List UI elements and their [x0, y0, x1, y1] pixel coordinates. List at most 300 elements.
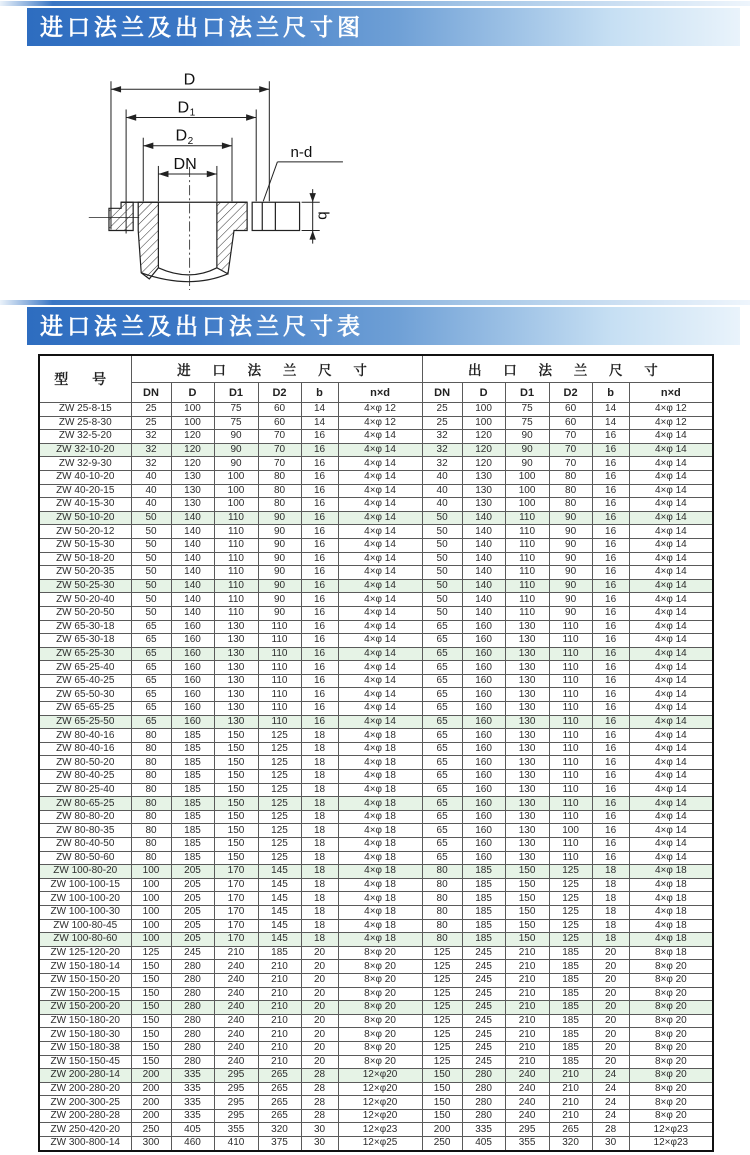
value-cell: 4×φ 18: [338, 838, 422, 852]
value-cell: 240: [505, 1069, 549, 1083]
table-section-banner: 进口法兰及出口法兰尺寸表: [27, 307, 740, 345]
value-cell: 18: [301, 851, 338, 865]
value-cell: 16: [592, 566, 629, 580]
value-cell: 185: [549, 1041, 592, 1055]
value-cell: 110: [214, 579, 258, 593]
value-cell: 150: [214, 729, 258, 743]
value-cell: 110: [549, 674, 592, 688]
value-cell: 16: [301, 566, 338, 580]
value-cell: 295: [214, 1069, 258, 1083]
value-cell: 110: [505, 525, 549, 539]
value-cell: 150: [214, 810, 258, 824]
value-cell: 4×φ 18: [629, 933, 713, 947]
value-cell: 245: [171, 946, 214, 960]
value-cell: 4×φ 18: [629, 892, 713, 906]
value-cell: 50: [422, 606, 462, 620]
value-cell: 160: [462, 838, 505, 852]
value-cell: 12×φ20: [338, 1069, 422, 1083]
value-cell: 28: [301, 1082, 338, 1096]
value-cell: 140: [171, 566, 214, 580]
value-cell: 185: [549, 1028, 592, 1042]
value-cell: 4×φ 18: [338, 742, 422, 756]
value-cell: 110: [549, 702, 592, 716]
flange-diagram: [0, 46, 750, 299]
value-cell: 16: [592, 770, 629, 784]
value-cell: 8×φ 20: [629, 1096, 713, 1110]
value-cell: 210: [258, 960, 301, 974]
value-cell: 20: [301, 973, 338, 987]
value-cell: 410: [214, 1137, 258, 1151]
value-cell: 4×φ 14: [338, 484, 422, 498]
value-cell: 18: [592, 865, 629, 879]
value-cell: 150: [422, 1069, 462, 1083]
value-cell: 90: [549, 511, 592, 525]
value-cell: 16: [592, 688, 629, 702]
value-cell: 16: [301, 552, 338, 566]
value-cell: 4×φ 14: [629, 525, 713, 539]
value-cell: 18: [592, 919, 629, 933]
value-cell: 125: [422, 1055, 462, 1069]
value-cell: 150: [214, 851, 258, 865]
value-cell: 130: [505, 783, 549, 797]
value-cell: 130: [171, 470, 214, 484]
value-cell: 140: [462, 552, 505, 566]
value-cell: 4×φ 18: [629, 878, 713, 892]
dim-label-D2-sub: 2: [187, 135, 194, 147]
value-cell: 30: [301, 1123, 338, 1137]
value-cell: 160: [171, 620, 214, 634]
value-cell: 65: [131, 634, 171, 648]
value-cell: 50: [131, 566, 171, 580]
value-cell: 4×φ 14: [629, 647, 713, 661]
table-row: [39, 1041, 713, 1055]
value-cell: 4×φ 18: [338, 892, 422, 906]
value-cell: 65: [422, 702, 462, 716]
value-cell: 16: [592, 674, 629, 688]
value-cell: 110: [549, 715, 592, 729]
value-cell: 4×φ 14: [629, 729, 713, 743]
model-cell: ZW 65-25-50: [39, 715, 131, 729]
value-cell: 110: [505, 566, 549, 580]
value-cell: 28: [301, 1109, 338, 1123]
value-cell: 110: [549, 838, 592, 852]
value-cell: 8×φ 20: [338, 1001, 422, 1015]
value-cell: 4×φ 12: [338, 403, 422, 417]
model-cell: ZW 32-10-20: [39, 443, 131, 457]
value-cell: 335: [171, 1096, 214, 1110]
value-cell: 18: [301, 919, 338, 933]
value-cell: 240: [214, 987, 258, 1001]
value-cell: 4×φ 14: [629, 783, 713, 797]
value-cell: 20: [301, 946, 338, 960]
value-cell: 460: [171, 1137, 214, 1151]
value-cell: 150: [214, 770, 258, 784]
export-flange-group-header: 出 口 法 兰 尺 寸: [422, 355, 713, 383]
table-row: [39, 1109, 713, 1123]
value-cell: 210: [505, 987, 549, 1001]
model-cell: ZW 65-50-30: [39, 688, 131, 702]
model-cell: ZW 50-15-30: [39, 538, 131, 552]
value-cell: 130: [505, 797, 549, 811]
value-cell: 245: [462, 1055, 505, 1069]
table-row: [39, 960, 713, 974]
value-cell: 20: [301, 1028, 338, 1042]
value-cell: 130: [171, 484, 214, 498]
col-header-d: D: [462, 383, 505, 403]
value-cell: 70: [258, 430, 301, 444]
value-cell: 265: [258, 1069, 301, 1083]
value-cell: 12×φ25: [338, 1137, 422, 1151]
value-cell: 16: [592, 715, 629, 729]
value-cell: 4×φ 14: [338, 715, 422, 729]
value-cell: 100: [505, 470, 549, 484]
flange-dimension-table: [38, 354, 714, 1152]
value-cell: 185: [549, 1001, 592, 1015]
value-cell: 130: [505, 688, 549, 702]
value-cell: 280: [462, 1096, 505, 1110]
value-cell: 130: [214, 620, 258, 634]
value-cell: 4×φ 14: [338, 606, 422, 620]
col-header-b: b: [301, 383, 338, 403]
value-cell: 140: [171, 538, 214, 552]
value-cell: 20: [301, 1014, 338, 1028]
table-row: [39, 511, 713, 525]
table-row: [39, 566, 713, 580]
table-row: [39, 715, 713, 729]
value-cell: 335: [171, 1109, 214, 1123]
value-cell: 65: [422, 674, 462, 688]
value-cell: 170: [214, 892, 258, 906]
value-cell: 185: [549, 1055, 592, 1069]
value-cell: 4×φ 14: [629, 457, 713, 471]
value-cell: 110: [258, 634, 301, 648]
value-cell: 100: [462, 403, 505, 417]
value-cell: 8×φ 20: [629, 973, 713, 987]
table-row: [39, 470, 713, 484]
value-cell: 110: [549, 634, 592, 648]
table-row: [39, 933, 713, 947]
table-row: [39, 484, 713, 498]
value-cell: 60: [549, 416, 592, 430]
value-cell: 110: [549, 647, 592, 661]
value-cell: 280: [462, 1069, 505, 1083]
value-cell: 130: [171, 498, 214, 512]
value-cell: 150: [131, 973, 171, 987]
table-row: [39, 783, 713, 797]
value-cell: 80: [422, 905, 462, 919]
value-cell: 80: [422, 878, 462, 892]
value-cell: 28: [301, 1096, 338, 1110]
value-cell: 4×φ 14: [338, 430, 422, 444]
model-cell: ZW 125-120-20: [39, 946, 131, 960]
value-cell: 130: [214, 661, 258, 675]
value-cell: 210: [258, 973, 301, 987]
value-cell: 140: [462, 511, 505, 525]
value-cell: 16: [592, 484, 629, 498]
value-cell: 80: [422, 892, 462, 906]
value-cell: 65: [422, 851, 462, 865]
value-cell: 200: [131, 1069, 171, 1083]
value-cell: 16: [592, 797, 629, 811]
value-cell: 160: [462, 661, 505, 675]
value-cell: 65: [422, 810, 462, 824]
value-cell: 65: [131, 620, 171, 634]
value-cell: 210: [505, 946, 549, 960]
value-cell: 185: [462, 905, 505, 919]
value-cell: 16: [301, 430, 338, 444]
value-cell: 130: [505, 661, 549, 675]
value-cell: 160: [462, 688, 505, 702]
value-cell: 185: [549, 960, 592, 974]
value-cell: 18: [592, 905, 629, 919]
value-cell: 16: [301, 538, 338, 552]
value-cell: 4×φ 14: [338, 620, 422, 634]
value-cell: 185: [171, 824, 214, 838]
table-row: [39, 810, 713, 824]
model-cell: ZW 200-280-20: [39, 1082, 131, 1096]
model-cell: ZW 50-20-50: [39, 606, 131, 620]
value-cell: 20: [301, 1001, 338, 1015]
table-row: [39, 1096, 713, 1110]
value-cell: 185: [549, 987, 592, 1001]
value-cell: 90: [549, 525, 592, 539]
value-cell: 16: [301, 511, 338, 525]
model-cell: ZW 80-80-20: [39, 810, 131, 824]
model-cell: ZW 250-420-20: [39, 1123, 131, 1137]
value-cell: 335: [171, 1082, 214, 1096]
value-cell: 150: [214, 824, 258, 838]
value-cell: 110: [505, 593, 549, 607]
table-row: [39, 742, 713, 756]
model-cell: ZW 80-40-16: [39, 729, 131, 743]
value-cell: 30: [301, 1137, 338, 1151]
value-cell: 16: [592, 606, 629, 620]
value-cell: 130: [505, 729, 549, 743]
value-cell: 170: [214, 919, 258, 933]
value-cell: 4×φ 14: [338, 552, 422, 566]
table-row: [39, 905, 713, 919]
value-cell: 18: [301, 838, 338, 852]
value-cell: 125: [258, 783, 301, 797]
value-cell: 110: [549, 661, 592, 675]
value-cell: 18: [301, 878, 338, 892]
table-row: [39, 1082, 713, 1096]
value-cell: 4×φ 14: [629, 606, 713, 620]
value-cell: 65: [422, 838, 462, 852]
value-cell: 4×φ 14: [338, 674, 422, 688]
value-cell: 4×φ 14: [338, 634, 422, 648]
value-cell: 280: [171, 960, 214, 974]
import-flange-group-header: 进 口 法 兰 尺 寸: [131, 355, 422, 383]
value-cell: 16: [592, 647, 629, 661]
value-cell: 150: [422, 1082, 462, 1096]
value-cell: 16: [301, 443, 338, 457]
value-cell: 4×φ 18: [338, 933, 422, 947]
value-cell: 125: [422, 1014, 462, 1028]
value-cell: 335: [462, 1123, 505, 1137]
value-cell: 110: [549, 851, 592, 865]
value-cell: 14: [592, 403, 629, 417]
value-cell: 80: [258, 470, 301, 484]
model-cell: ZW 150-180-38: [39, 1041, 131, 1055]
table-row: [39, 620, 713, 634]
value-cell: 130: [214, 702, 258, 716]
model-cell: ZW 150-180-20: [39, 1014, 131, 1028]
value-cell: 16: [592, 702, 629, 716]
value-cell: 245: [462, 1014, 505, 1028]
value-cell: 130: [505, 674, 549, 688]
value-cell: 100: [214, 470, 258, 484]
value-cell: 130: [505, 742, 549, 756]
value-cell: 24: [592, 1096, 629, 1110]
value-cell: 4×φ 18: [629, 905, 713, 919]
value-cell: 4×φ 14: [629, 443, 713, 457]
model-cell: ZW 100-80-20: [39, 865, 131, 879]
value-cell: 8×φ 20: [629, 1055, 713, 1069]
value-cell: 140: [462, 579, 505, 593]
value-cell: 185: [462, 919, 505, 933]
value-cell: 18: [301, 797, 338, 811]
value-cell: 4×φ 14: [629, 851, 713, 865]
value-cell: 16: [301, 606, 338, 620]
value-cell: 20: [592, 1028, 629, 1042]
value-cell: 100: [131, 905, 171, 919]
value-cell: 4×φ 12: [338, 416, 422, 430]
value-cell: 140: [171, 593, 214, 607]
value-cell: 65: [422, 715, 462, 729]
table-row: [39, 457, 713, 471]
value-cell: 150: [131, 1014, 171, 1028]
value-cell: 140: [171, 606, 214, 620]
value-cell: 75: [214, 403, 258, 417]
value-cell: 65: [422, 742, 462, 756]
model-cell: ZW 300-800-14: [39, 1137, 131, 1151]
value-cell: 160: [462, 674, 505, 688]
value-cell: 150: [131, 1028, 171, 1042]
value-cell: 20: [592, 946, 629, 960]
value-cell: 16: [301, 593, 338, 607]
value-cell: 4×φ 14: [629, 552, 713, 566]
value-cell: 205: [171, 892, 214, 906]
value-cell: 16: [301, 457, 338, 471]
value-cell: 50: [131, 552, 171, 566]
table-row: [39, 606, 713, 620]
value-cell: 245: [462, 987, 505, 1001]
value-cell: 14: [301, 416, 338, 430]
value-cell: 40: [131, 470, 171, 484]
value-cell: 25: [422, 403, 462, 417]
value-cell: 25: [131, 403, 171, 417]
value-cell: 4×φ 14: [629, 566, 713, 580]
value-cell: 240: [214, 960, 258, 974]
col-header-d2: D2: [549, 383, 592, 403]
value-cell: 100: [505, 484, 549, 498]
value-cell: 150: [131, 1055, 171, 1069]
model-cell: ZW 200-300-25: [39, 1096, 131, 1110]
value-cell: 160: [462, 783, 505, 797]
value-cell: 4×φ 14: [629, 511, 713, 525]
value-cell: 265: [258, 1082, 301, 1096]
value-cell: 110: [258, 647, 301, 661]
value-cell: 185: [171, 756, 214, 770]
value-cell: 295: [214, 1096, 258, 1110]
value-cell: 150: [505, 892, 549, 906]
value-cell: 70: [549, 430, 592, 444]
value-cell: 140: [462, 538, 505, 552]
value-cell: 170: [214, 933, 258, 947]
value-cell: 185: [462, 865, 505, 879]
value-cell: 140: [462, 606, 505, 620]
value-cell: 125: [422, 1041, 462, 1055]
value-cell: 32: [422, 457, 462, 471]
value-cell: 150: [505, 865, 549, 879]
value-cell: 4×φ 14: [338, 566, 422, 580]
value-cell: 280: [171, 1041, 214, 1055]
value-cell: 4×φ 12: [629, 416, 713, 430]
value-cell: 8×φ 20: [338, 1041, 422, 1055]
value-cell: 16: [301, 579, 338, 593]
value-cell: 185: [171, 783, 214, 797]
value-cell: 20: [592, 1055, 629, 1069]
value-cell: 90: [549, 579, 592, 593]
model-cell: ZW 80-40-25: [39, 770, 131, 784]
value-cell: 120: [462, 457, 505, 471]
model-cell: ZW 32-9-30: [39, 457, 131, 471]
value-cell: 4×φ 14: [338, 498, 422, 512]
model-cell: ZW 40-15-30: [39, 498, 131, 512]
value-cell: 110: [549, 797, 592, 811]
value-cell: 18: [592, 878, 629, 892]
value-cell: 80: [131, 851, 171, 865]
value-cell: 65: [131, 661, 171, 675]
value-cell: 145: [258, 878, 301, 892]
value-cell: 125: [422, 960, 462, 974]
col-header-nxd: n×d: [629, 383, 713, 403]
value-cell: 8×φ 20: [338, 1028, 422, 1042]
value-cell: 160: [462, 797, 505, 811]
value-cell: 110: [214, 525, 258, 539]
model-cell: ZW 65-30-18: [39, 620, 131, 634]
value-cell: 205: [171, 878, 214, 892]
model-cell: ZW 80-40-50: [39, 838, 131, 852]
value-cell: 50: [422, 579, 462, 593]
value-cell: 240: [214, 1055, 258, 1069]
value-cell: 160: [171, 715, 214, 729]
value-cell: 16: [301, 674, 338, 688]
table-row: [39, 851, 713, 865]
value-cell: 20: [592, 1041, 629, 1055]
value-cell: 110: [258, 661, 301, 675]
value-cell: 75: [214, 416, 258, 430]
value-cell: 16: [592, 430, 629, 444]
value-cell: 90: [258, 552, 301, 566]
value-cell: 245: [462, 973, 505, 987]
value-cell: 18: [301, 892, 338, 906]
value-cell: 200: [131, 1096, 171, 1110]
value-cell: 16: [301, 498, 338, 512]
value-cell: 16: [592, 756, 629, 770]
value-cell: 50: [422, 538, 462, 552]
value-cell: 20: [592, 1001, 629, 1015]
value-cell: 110: [214, 606, 258, 620]
value-cell: 130: [462, 498, 505, 512]
value-cell: 40: [131, 498, 171, 512]
model-cell: ZW 25-8-30: [39, 416, 131, 430]
value-cell: 160: [462, 702, 505, 716]
value-cell: 8×φ 20: [629, 960, 713, 974]
value-cell: 205: [171, 919, 214, 933]
value-cell: 185: [171, 838, 214, 852]
